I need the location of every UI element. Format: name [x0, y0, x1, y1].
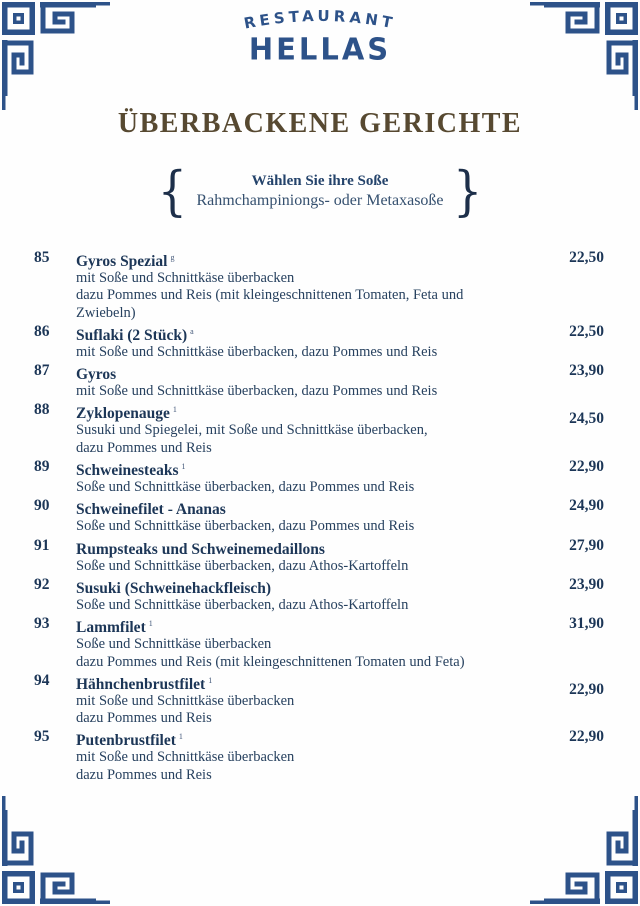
item-title: Zyklopenauge	[76, 405, 170, 423]
item-title: Putenbrustfilet	[76, 732, 176, 750]
item-title: Schweinefilet - Ananas	[76, 501, 226, 519]
menu-item	[34, 458, 604, 496]
item-title-line	[76, 401, 506, 422]
logo-restaurant-text: RESTAURANT	[242, 6, 398, 33]
item-price: 24,90	[569, 497, 604, 515]
item-title-line	[76, 362, 506, 383]
left-brace-decoration: {	[157, 159, 187, 223]
item-body	[76, 497, 506, 535]
item-price: 22,90	[569, 458, 604, 476]
item-footnote-mark: 1	[172, 405, 177, 415]
item-title-line	[76, 672, 506, 693]
item-number: 88	[34, 401, 50, 419]
item-number: 95	[34, 728, 50, 746]
item-description-line: dazu Pommes und Reis (mit kleingeschnittenen Tomaten und Feta)	[76, 653, 465, 670]
item-title: Lammfilet	[76, 619, 146, 637]
item-title: Gyros Spezial	[76, 253, 168, 270]
menu-item	[34, 537, 604, 575]
sauce-note-text	[195, 171, 445, 211]
sauce-note-subheading: Rahmchampiniongs- oder Metaxasoße	[196, 192, 444, 209]
restaurant-logo	[0, 6, 640, 66]
menu-item	[34, 401, 604, 457]
item-footnote-mark: 1	[178, 732, 183, 742]
item-footnote-mark: 1	[181, 462, 186, 472]
item-title: Hähnchenbrustfilet	[76, 675, 206, 693]
item-price: 24,50	[569, 410, 604, 428]
item-footnote-mark: a	[190, 326, 194, 336]
menu-item	[34, 323, 604, 361]
item-number: 86	[34, 322, 50, 340]
menu-item	[34, 672, 604, 728]
item-body	[76, 401, 506, 457]
item-description-line: dazu Pommes und Reis (mit kleingeschnittenen Tomaten, Feta und	[76, 287, 464, 304]
item-title-line	[76, 576, 506, 597]
item-description-line: Susuki und Spiegelei, mit Soße und Schnittkäse überbacken,	[76, 422, 428, 439]
menu-item	[34, 362, 604, 400]
item-description-line: mit Soße und Schnittkäse überbacken, dazu Pommes und Reis	[76, 343, 438, 360]
page-title: ÜBERBACKENE GERICHTE	[117, 108, 523, 139]
logo-hellas-text: HELLAS	[248, 31, 392, 67]
item-price: 31,90	[569, 615, 604, 633]
item-body	[76, 728, 506, 784]
item-number: 93	[34, 615, 50, 633]
item-body	[76, 615, 506, 671]
item-price: 22,90	[569, 680, 604, 698]
item-price: 22,50	[569, 322, 604, 340]
item-description-line: Soße und Schnittkäse überbacken, dazu Pommes und Reis	[76, 479, 415, 496]
item-body	[76, 458, 506, 496]
item-price: 22,90	[569, 728, 604, 746]
svg-text:RESTAURANT	[242, 7, 397, 33]
item-title: Rumpsteaks und Schweinemedaillons	[76, 540, 325, 558]
menu-item	[34, 576, 604, 614]
item-number: 91	[34, 536, 50, 554]
sauce-selector-note	[0, 159, 640, 223]
item-title: Suflaki (2 Stück)	[76, 326, 188, 344]
item-description-line: dazu Pommes und Reis	[76, 766, 212, 783]
item-body	[76, 672, 506, 728]
item-description-line: Soße und Schnittkäse überbacken, dazu Athos-Kartoffeln	[76, 596, 409, 613]
item-title-line	[76, 458, 506, 479]
item-number: 94	[34, 671, 50, 689]
menu-item-list	[34, 249, 604, 785]
item-number: 89	[34, 458, 50, 476]
menu-item	[34, 497, 604, 535]
right-brace-decoration: }	[453, 159, 483, 223]
item-number: 92	[34, 575, 50, 593]
item-footnote-mark: g	[170, 253, 175, 262]
item-footnote-mark: 1	[208, 675, 213, 685]
item-title: Schweinesteaks	[76, 462, 179, 480]
item-title: Susuki (Schweinehackfleisch)	[76, 579, 272, 597]
greek-key-corner-bottom-left-icon	[0, 796, 110, 906]
item-title-line	[76, 728, 506, 749]
item-description-line: Zwiebeln)	[76, 304, 136, 321]
menu-item	[34, 728, 604, 784]
menu-item	[34, 615, 604, 671]
item-number: 90	[34, 497, 50, 515]
item-body	[76, 249, 506, 322]
item-description-line: dazu Pommes und Reis	[76, 439, 212, 456]
item-price: 22,50	[569, 249, 604, 266]
item-title: Gyros	[76, 366, 117, 384]
sauce-note-heading: Wählen Sie ihre Soße	[251, 173, 389, 189]
item-title-line	[76, 323, 506, 344]
greek-key-corner-bottom-right-icon	[530, 796, 640, 906]
item-body	[76, 576, 506, 614]
item-description-line: dazu Pommes und Reis	[76, 710, 212, 727]
item-description-line: mit Soße und Schnittkäse überbacken	[76, 749, 295, 766]
item-description-line: mit Soße und Schnittkäse überbacken	[76, 692, 295, 709]
item-body	[76, 362, 506, 400]
item-description-line: mit Soße und Schnittkäse überbacken	[76, 270, 295, 286]
item-number: 85	[34, 249, 50, 266]
item-number: 87	[34, 362, 50, 380]
item-description-line: Soße und Schnittkäse überbacken	[76, 636, 272, 653]
item-footnote-mark: 1	[148, 619, 153, 629]
item-title-line	[76, 497, 506, 518]
item-title-line	[76, 537, 506, 558]
item-description-line: mit Soße und Schnittkäse überbacken, dazu Pommes und Reis	[76, 383, 438, 400]
item-title-line	[76, 249, 506, 270]
item-body	[76, 537, 506, 575]
item-price: 23,90	[569, 362, 604, 380]
item-body	[76, 323, 506, 361]
item-description-line: Soße und Schnittkäse überbacken, dazu Athos-Kartoffeln	[76, 557, 409, 574]
menu-item	[34, 249, 604, 322]
item-price: 27,90	[569, 536, 604, 554]
item-description-line: Soße und Schnittkäse überbacken, dazu Pommes und Reis	[76, 518, 415, 535]
item-title-line	[76, 615, 506, 636]
item-price: 23,90	[569, 575, 604, 593]
